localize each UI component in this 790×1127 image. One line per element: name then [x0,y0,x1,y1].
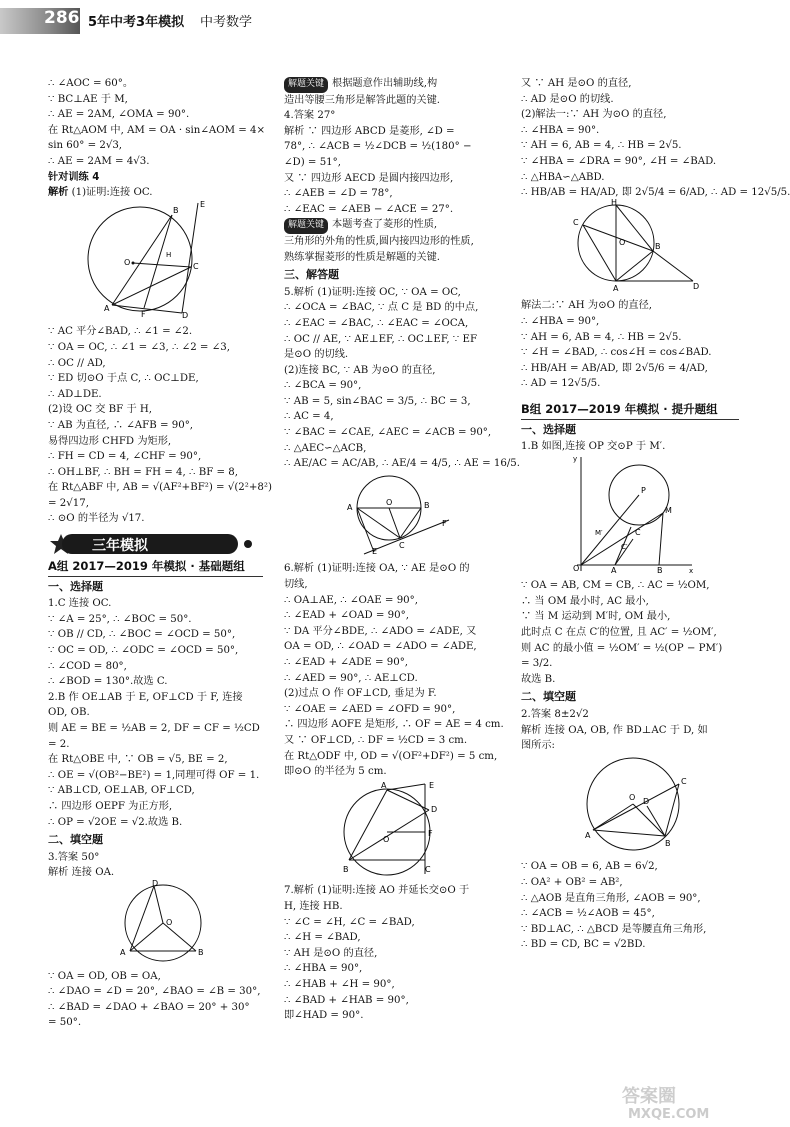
section-fill: 二、填空题 [48,833,103,847]
solution-line: ∴ ∠H = ∠BAD, [284,932,361,944]
solution-line: OD, OB. [48,707,90,719]
solution-line: ∴ ∠EAD + ∠ADE = 90°, [284,657,409,668]
svg-text:D: D [182,310,189,320]
solution-line: ∴ 当 OM 最小时, AC 最小, [521,595,649,607]
solution-line: ∴ ∠ACB = ½∠AOB = 45°, [521,908,655,920]
solution-line: 5.解析 (1)证明:连接 OC, ∵ OA = OC, [284,286,461,298]
solution-line: ∴ △AEC∽△ACB, [284,442,367,454]
solution-line: ∴ AD 是⊙O 的切线. [521,93,614,105]
solution-line: 又 ∵ 四边形 AECD 是圆内接四边形, [284,172,454,184]
solution-line: ∴ AD⊥DE. [48,388,102,400]
solution-line: ∵ OA = AB, CM = CB, ∴ AC = ½OM, [521,580,710,592]
solution-line: = 2√17, [48,497,89,509]
svg-text:y: y [573,454,578,463]
svg-text:D: D [693,281,700,291]
solution-line: ∴ HB/AB = HA/AD, 即 2√5/4 = 6/AD, ∴ AD = 12√5/5. [521,187,790,199]
solution-line: ∵ DA 平分∠BDE, ∴ ∠ADO = ∠ADE, 又 [284,625,477,637]
tip-2: 解题关键 本题考查了菱形的性质, [284,217,499,234]
svg-text:C: C [681,776,687,786]
solution-line: ∴ OA⊥AE, ∴ ∠OAE = 90°, [284,594,418,606]
figure-circle-q5 [344,472,454,556]
svg-text:C: C [573,217,579,227]
svg-text:E: E [372,546,378,556]
svg-text:C: C [193,261,199,271]
svg-text:MXQE.COM: MXQE.COM [628,1107,710,1122]
subject-label: 中考数学 [200,15,253,30]
figure-circle-q7 [561,197,701,293]
svg-text:E: E [200,199,206,209]
solution-line: ∴ OC // AE, ∵ AE⊥EF, ∴ OC⊥EF, ∵ EF [284,333,478,345]
solution-line: ∵ OC = OD, ∴ ∠ODC = ∠OCD = 50°, [48,645,239,657]
solution-line: ∴ ∠EAD + ∠OAD = 90°, [284,610,409,622]
svg-text:A: A [585,830,591,840]
solution-line: (2)解法一:∵ AH 为⊙O 的直径, [521,109,667,121]
solution-line: ∵ ∠HBA = ∠DRA = 90°, ∠H = ∠BAD. [521,155,717,167]
solution-line: 解析 连接 OA. [48,867,115,879]
svg-text:H: H [166,250,172,259]
solution-line: ∵ OA = OB = 6, AB = 6√2, [521,861,658,873]
tip-line: 熟练掌握菱形的性质是解题的关键. [284,251,441,263]
solution-line: ∴ ∠EAC = ∠AEB − ∠ACE = 27°. [284,203,454,215]
solution-line: ∴ BD = CD, BC = √2BD. [521,939,646,951]
solution-line: sin 60° = 2√3, [48,140,123,152]
solution-line: 又 ∵ OF⊥CD, ∴ DF = ½CD = 3 cm. [284,734,468,746]
solution-line: 易得四边形 CHFD 为矩形, [48,435,172,447]
solution-line: 4.答案 27° [284,110,336,122]
watermark-logo [618,1082,746,1122]
svg-text:O: O [629,792,636,802]
svg-text:O: O [124,257,131,267]
section-answer: 三、解答题 [284,268,339,282]
solution-line: ∴ ∠AOC = 60°。 [48,78,134,89]
solution-line: ∴ ∠BAD + ∠HAB = 90°, [284,994,409,1006]
svg-text:B: B [173,205,179,215]
svg-text:C: C [399,540,405,550]
three-year-banner: 三年模拟 [48,533,263,555]
svg-text:F: F [428,828,433,838]
figure-circle-tangent [78,201,228,319]
solution-line: ∵ 当 M 运动到 M′时, OM 最小, [521,611,671,623]
page-header [0,0,750,36]
solution-line: ∵ ∠BAC = ∠CAE, ∠AEC = ∠ACB = 90°, [284,427,492,439]
practice-title: 针对训练 4 [48,171,100,183]
svg-text:答案圈: 答案圈 [622,1086,676,1107]
solution-line: ∴ ∠COD = 80°, [48,660,127,672]
solution-line: 在 Rt△ODF 中, OD = √(OF²+DF²) = 5 cm, [284,750,498,762]
solution-line: OA = OD, ∴ ∠OAD = ∠ADO = ∠ADE, [284,641,477,653]
column-2 [284,76,520,1024]
svg-text:A: A [120,947,126,957]
svg-text:F: F [141,309,146,319]
tip-1: 解题关键 根据题意作出辅助线,构 [284,76,499,93]
group-b-title: B组 2017—2019 年模拟 · 提升题组 [521,402,739,420]
solution-line: ∵ ∠OAE = ∠AED = ∠OFD = 90°, [284,703,456,715]
svg-text:B: B [657,565,663,575]
solution-line: ∴ 四边形 AOFE 是矩形, ∴ OF = AE = 4 cm. [284,719,504,731]
figure-circle-q3 [108,878,218,963]
solution-line: (2)设 OC 交 BF 于 H, [48,404,153,416]
solution-line: (2)连接 BC, ∵ AB 为⊙O 的直径, [284,364,436,376]
svg-text:D: D [431,804,438,814]
solution-line: 图所示: [521,740,555,752]
solution-line: ∵ BC⊥AE 于 M, [48,93,128,105]
column-3 [521,76,790,953]
svg-text:M: M [665,505,672,515]
solution-line: ∴ AC = 4, [284,411,334,423]
solution-line: ∴ △AOB 是直角三角形, ∠AOB = 90°, [521,892,701,904]
svg-text:B: B [655,241,661,251]
svg-text:O: O [573,563,580,573]
solution-line: ∴ HB/AH = AB/AD, 即 2√5/6 = 4/AD, [521,362,708,374]
svg-text:C: C [425,864,431,874]
solution-line: 2.答案 8±2√2 [521,709,589,721]
analysis-line: 解析 (1)证明:连接 OC. [48,187,153,199]
solution-line: ∴ △HBA∽△ABD. [521,171,605,183]
solution-line: 则 AE = BE = ½AB = 2, DF = CF = ½CD [48,723,260,734]
solution-line: ∴ 四边形 OEPF 为正方形, [48,800,173,812]
svg-text:M′: M′ [595,528,603,537]
solution-line: ∴ ∠BAD = ∠DAO + ∠BAO = 20° + 30° [48,1001,250,1013]
solution-line: ∴ ∠BCA = 90°, [284,380,362,392]
solution-line: ∴ ∠HAB + ∠H = 90°, [284,978,395,990]
solution-line: 在 Rt△OBE 中, ∵ OB = √5, BE = 2, [48,754,228,766]
figure-circle-q2 [571,754,701,854]
solution-line: ∴ ∠HBA = 90°, [284,963,363,975]
solution-line: ∴ ∠HBA = 90°. [521,124,600,136]
solution-line: 此时点 C 在点 C′的位置, 且 AC′ = ½OM′, [521,627,717,639]
solution-line: ∴ OE = √(OB²−BE²) = 1,同理可得 OF = 1. [48,769,260,781]
svg-text:E: E [429,780,435,790]
solution-line: 故选 B. [521,673,556,685]
q1-line: 1.B 如图,连接 OP 交⊙P 于 M′. [521,441,666,453]
solution-line: ∵ ∠A = 25°, ∴ ∠BOC = 50°. [48,613,192,625]
svg-text:B: B [665,838,671,848]
solution-line: ∴ ∠OCA = ∠BAC, ∵ 点 C 是 BD 的中点, [284,302,479,314]
tip-line: 三角形的外角的性质,圆内接四边形的性质, [284,235,474,247]
figure-circle-q6 [339,780,449,878]
svg-text:O: O [619,237,626,247]
solution-line: ∴ ∠AED = 90°, ∴ AE⊥CD. [284,672,418,684]
solution-line: ∴ AD = 12√5/5. [521,378,601,390]
svg-text:O: O [166,917,173,927]
svg-text:D: D [643,796,650,806]
section-fill-b: 二、填空题 [521,690,576,704]
solution-line: 3.答案 50° [48,851,100,863]
solution-line: ∴ ∠EAC = ∠BAC, ∴ ∠EAC = ∠OCA, [284,317,469,329]
solution-line: 切线, [284,579,308,591]
svg-text:F: F [442,518,447,528]
solution-line: 解析 连接 OA, OB, 作 BD⊥AC 于 D, 如 [521,724,708,736]
svg-text:C′: C′ [621,542,628,551]
solution-line: ∵ OA = OC, ∴ ∠1 = ∠3, ∴ ∠2 = ∠3, [48,341,230,353]
solution-line: = 3/2. [521,658,553,670]
solution-line: ∵ OA = OD, OB = OA, [48,970,161,982]
solution-line: ∵ ED 切⊙O 于点 C, ∴ OC⊥DE, [48,373,199,385]
solution-line: ∵ AH = 6, AB = 4, ∴ HB = 2√5. [521,140,682,152]
solution-line: ∴ AE/AC = AC/AB, ∴ AE/4 = 4/5, ∴ AE = 16/5. [284,458,520,470]
svg-text:P: P [641,485,646,495]
solution-line: 78°, ∴ ∠ACB = ½∠DCB = ½(180° − [284,141,472,153]
solution-line: 在 Rt△ABF 中, AB = √(AF²+BF²) = √(2²+8²) [48,482,272,494]
solution-line: 在 Rt△AOM 中, AM = OA · sin∠AOM = 4× [48,124,266,136]
solution-line: ∴ OA² + OB² = AB², [521,877,623,888]
solution-line: ∴ ∠HBA = 90°, [521,315,600,327]
svg-text:B: B [343,864,349,874]
svg-text:B: B [424,500,430,510]
section-choice-b: 一、选择题 [521,422,576,436]
tip-line: 造出等腰三角形是解答此题的关键. [284,94,441,106]
section-choice: 一、选择题 [48,579,103,593]
solution-line: 是⊙O 的切线. [284,349,349,361]
solution-line: ∴ OC // AD, [48,357,106,369]
svg-text:A: A [381,780,387,790]
solution-line: ∵ AB⊥CD, OE⊥AB, OF⊥CD, [48,785,195,797]
solution-line: ∵ AH = 6, AB = 4, ∴ HB = 2√5. [521,331,682,343]
solution-line: (2)过点 O 作 OF⊥CD, 垂足为 F. [284,688,437,700]
solution-line: ∴ AE = 2AM, ∠OMA = 90°. [48,109,190,121]
svg-text:B: B [198,947,204,957]
column-1 [48,76,272,1031]
solution-line: 6.解析 (1)证明:连接 OA, ∵ AE 是⊙O 的 [284,563,470,575]
solution-line: ∴ AE = 2AM = 4√3. [48,155,150,167]
solution-line: 解法二:∵ AH 为⊙O 的直径, [521,300,653,312]
solution-line: 即⊙O 的半径为 5 cm. [284,766,387,778]
svg-text:A: A [104,303,110,313]
svg-text:D: D [152,878,159,888]
solution-line: ∵ OB // CD, ∴ ∠BOC = ∠OCD = 50°, [48,629,236,641]
svg-text:O: O [386,497,393,507]
solution-line: ∴ ∠DAO = ∠D = 20°, ∠BAO = ∠B = 30°, [48,986,261,998]
solution-line: ∵ AB 为直径, ∴ ∠AFB = 90°, [48,419,194,431]
solution-line: ∴ ∠AEB = ∠D = 78°, [284,188,393,200]
svg-text:C: C [635,527,641,537]
solution-line: ∴ OP = √2OE = √2.故选 B. [48,816,183,828]
svg-text:H: H [611,197,618,207]
svg-text:A: A [613,283,619,293]
solution-line: ∵ BD⊥AC, ∴ △BCD 是等腰直角三角形, [521,923,707,935]
solution-line: 1.C 连接 OC. [48,598,112,610]
figure-coordinate-q1 [567,455,697,573]
solution-line: ∠D) = 51°, [284,156,341,168]
solution-line: = 2. [48,738,70,750]
solution-line: ∴ ⊙O 的半径为 √17. [48,513,145,525]
solution-line: 7.解析 (1)证明:连接 AO 并延长交⊙O 于 [284,885,470,897]
svg-text:O: O [383,834,390,844]
solution-line: 即∠HAD = 90°. [284,1010,364,1022]
solution-line: 则 AC 的最小值 = ½OM′ = ½(OP − PM′) [521,642,723,654]
group-a-title: A组 2017—2019 年模拟 · 基础题组 [48,559,263,577]
solution-line: ∵ AC 平分∠BAD, ∴ ∠1 = ∠2. [48,326,193,338]
solution-line: ∵ AB = 5, sin∠BAC = 3/5, ∴ BC = 3, [284,395,471,407]
solution-line: = 50°. [48,1017,82,1029]
solution-line: 2.B 作 OE⊥AB 于 E, OF⊥CD 于 F, 连接 [48,691,243,703]
solution-line: 解析 ∵ 四边形 ABCD 是菱形, ∠D = [284,125,455,137]
book-title: 5年中考3年模拟 [88,15,185,30]
svg-text:A: A [611,565,617,575]
solution-line: H, 连接 HB. [284,900,343,912]
solution-line: ∵ ∠C = ∠H, ∠C = ∠BAD, [284,916,415,928]
page-number: 286 [44,8,80,28]
svg-text:A: A [347,502,353,512]
solution-line: ∴ OH⊥BF, ∴ BH = FH = 4, ∴ BF = 8, [48,466,239,478]
solution-line: 又 ∵ AH 是⊙O 的直径, [521,78,632,89]
solution-line: ∵ AH 是⊙O 的直径, [284,947,378,959]
solution-line: ∴ ∠BOD = 130°.故选 C. [48,676,168,688]
solution-line: ∵ ∠H = ∠BAD, ∴ cos∠H = cos∠BAD. [521,347,712,359]
solution-line: ∴ FH = CD = 4, ∠CHF = 90°, [48,451,202,463]
svg-text:x: x [689,566,694,575]
